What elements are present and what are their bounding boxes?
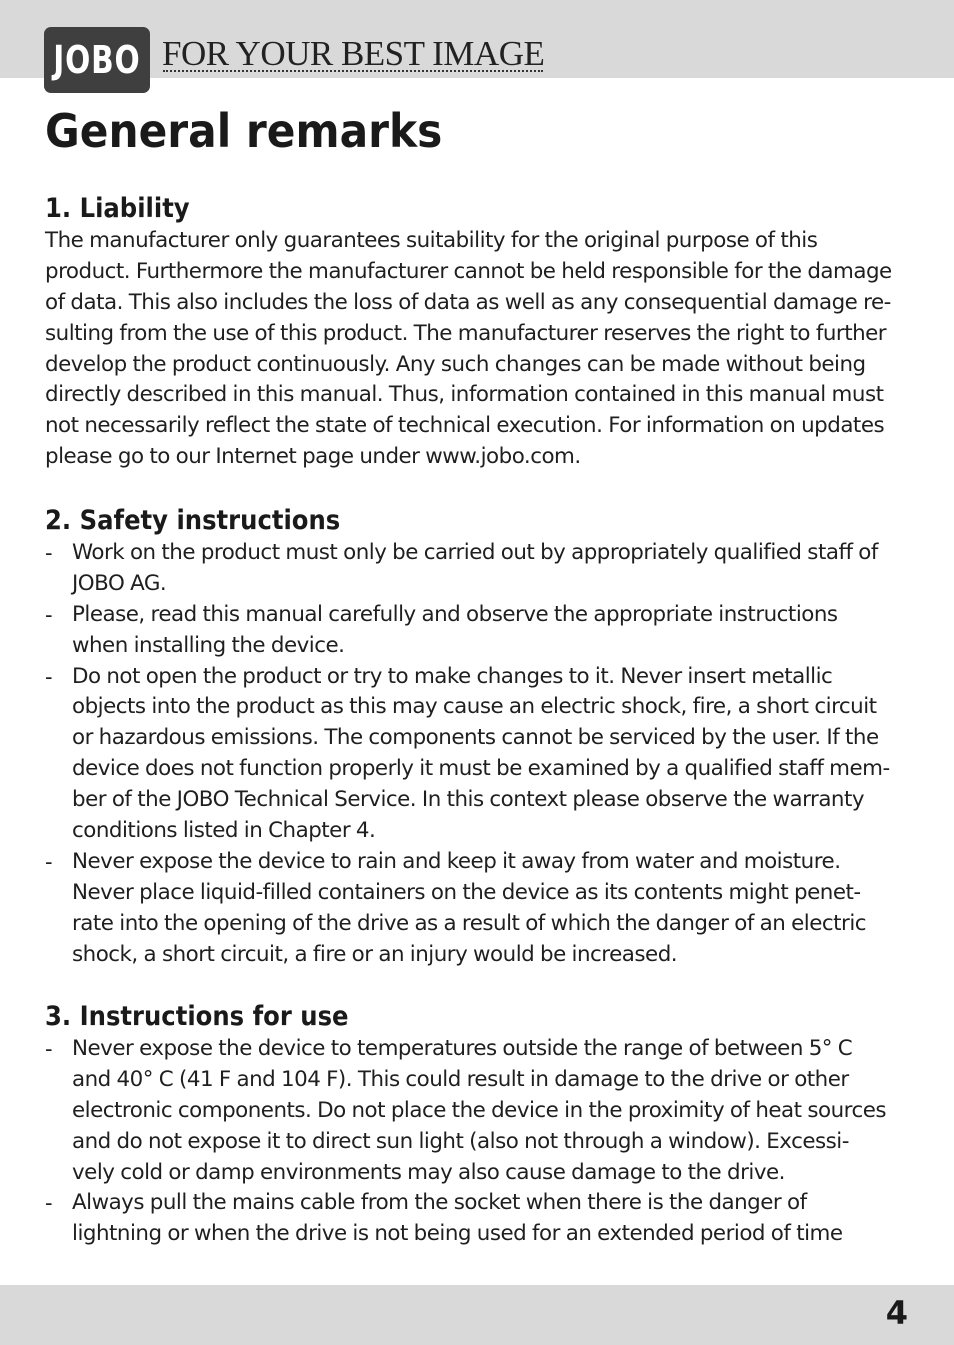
text-line: directly described in this manual. Thus, information contained in this manual must	[45, 382, 884, 408]
bullet-dash: -	[45, 541, 53, 565]
jobo-logo	[44, 27, 150, 93]
text-line: shock, a short circuit, a fire or an injury would be increased.	[72, 941, 678, 967]
bullet-dash: -	[45, 664, 53, 689]
list-item	[45, 847, 909, 971]
section-heading: 2. Safety instructions	[45, 505, 341, 536]
text-line: ber of the JOBO Technical Service. In this context please observe the warranty	[72, 787, 865, 813]
liability-paragraph	[45, 226, 909, 473]
text-line: Never place liquid-filled containers on the device as its contents might penet-	[72, 879, 861, 905]
logo-text: JOBO	[53, 38, 141, 82]
section-heading: 1. Liability	[45, 193, 190, 224]
text-line: not necessarily reflect the state of technical execution. For information on updates	[45, 413, 885, 439]
text-line: JOBO AG.	[72, 570, 167, 596]
tagline: FOR YOUR BEST IMAGE	[162, 34, 545, 73]
text-line: conditions listed in Chapter 4.	[72, 818, 376, 844]
text-line: Work on the product must only be carried out by appropriately qualified staff of	[72, 540, 878, 565]
text-line: when installing the device.	[72, 632, 345, 658]
text-line: Never expose the device to temperatures outside the range of between 5° C	[72, 1036, 853, 1061]
text-line: product. Furthermore the manufacturer cannot be held responsible for the damage	[45, 258, 892, 284]
safety-list	[45, 538, 909, 970]
list-item	[45, 538, 909, 600]
bullet-dash: -	[45, 1037, 53, 1061]
list-item	[45, 1034, 909, 1188]
page-title: General remarks	[45, 104, 443, 158]
text-line: Do not open the product or try to make changes to it. Never insert metallic	[72, 663, 833, 689]
section-liability	[45, 192, 909, 473]
text-line: develop the product continuously. Any such changes can be made without being	[45, 351, 866, 377]
section-safety-instructions	[45, 504, 909, 970]
bullet-dash: -	[45, 1191, 53, 1216]
page-number: 4	[885, 1294, 908, 1332]
text-line: and 40° C (41 F and 104 F). This could result in damage to the drive or other	[72, 1066, 849, 1092]
text-line: electronic components. Do not place the device in the proximity of heat sources	[72, 1097, 887, 1123]
section-heading: 3. Instructions for use	[45, 1001, 349, 1032]
bullet-dash: -	[45, 602, 53, 627]
text-line: Always pull the mains cable from the socket when there is the danger of	[72, 1190, 807, 1216]
text-line: rate into the opening of the drive as a result of which the danger of an electric	[72, 910, 867, 936]
text-line: and do not expose it to direct sun light (also not through a window). Excessi-	[72, 1128, 849, 1154]
usage-list	[45, 1034, 909, 1250]
list-item	[45, 600, 909, 662]
text-line: Please, read this manual carefully and observe the appropriate instructions	[72, 601, 838, 627]
text-line: device does not function properly it must be examined by a qualified staff mem-	[72, 756, 890, 782]
section-instructions-for-use	[45, 1000, 909, 1250]
footer-band	[0, 1285, 954, 1345]
text-line: please go to our Internet page under www.jobo.com.	[45, 444, 581, 470]
text-line: lightning or when the drive is not being used for an extended period of time	[72, 1221, 843, 1247]
text-line: vely cold or damp environments may also cause damage to the drive.	[72, 1159, 785, 1185]
text-line: The manufacturer only guarantees suitability for the original purpose of this	[45, 228, 818, 253]
text-line: sulting from the use of this product. The manufacturer reserves the right to further	[45, 320, 887, 346]
bullet-dash: -	[45, 849, 53, 874]
text-line: Never expose the device to rain and keep it away from water and moisture.	[72, 848, 841, 874]
text-line: or hazardous emissions. The components cannot be serviced by the user. If the	[72, 725, 879, 751]
text-line: of data. This also includes the loss of data as well as any consequential damage re-	[45, 289, 891, 315]
tagline-dotted-underline	[163, 70, 543, 72]
list-item	[45, 1188, 909, 1250]
text-line: objects into the product as this may cause an electric shock, fire, a short circuit	[72, 694, 877, 720]
list-item	[45, 662, 909, 847]
